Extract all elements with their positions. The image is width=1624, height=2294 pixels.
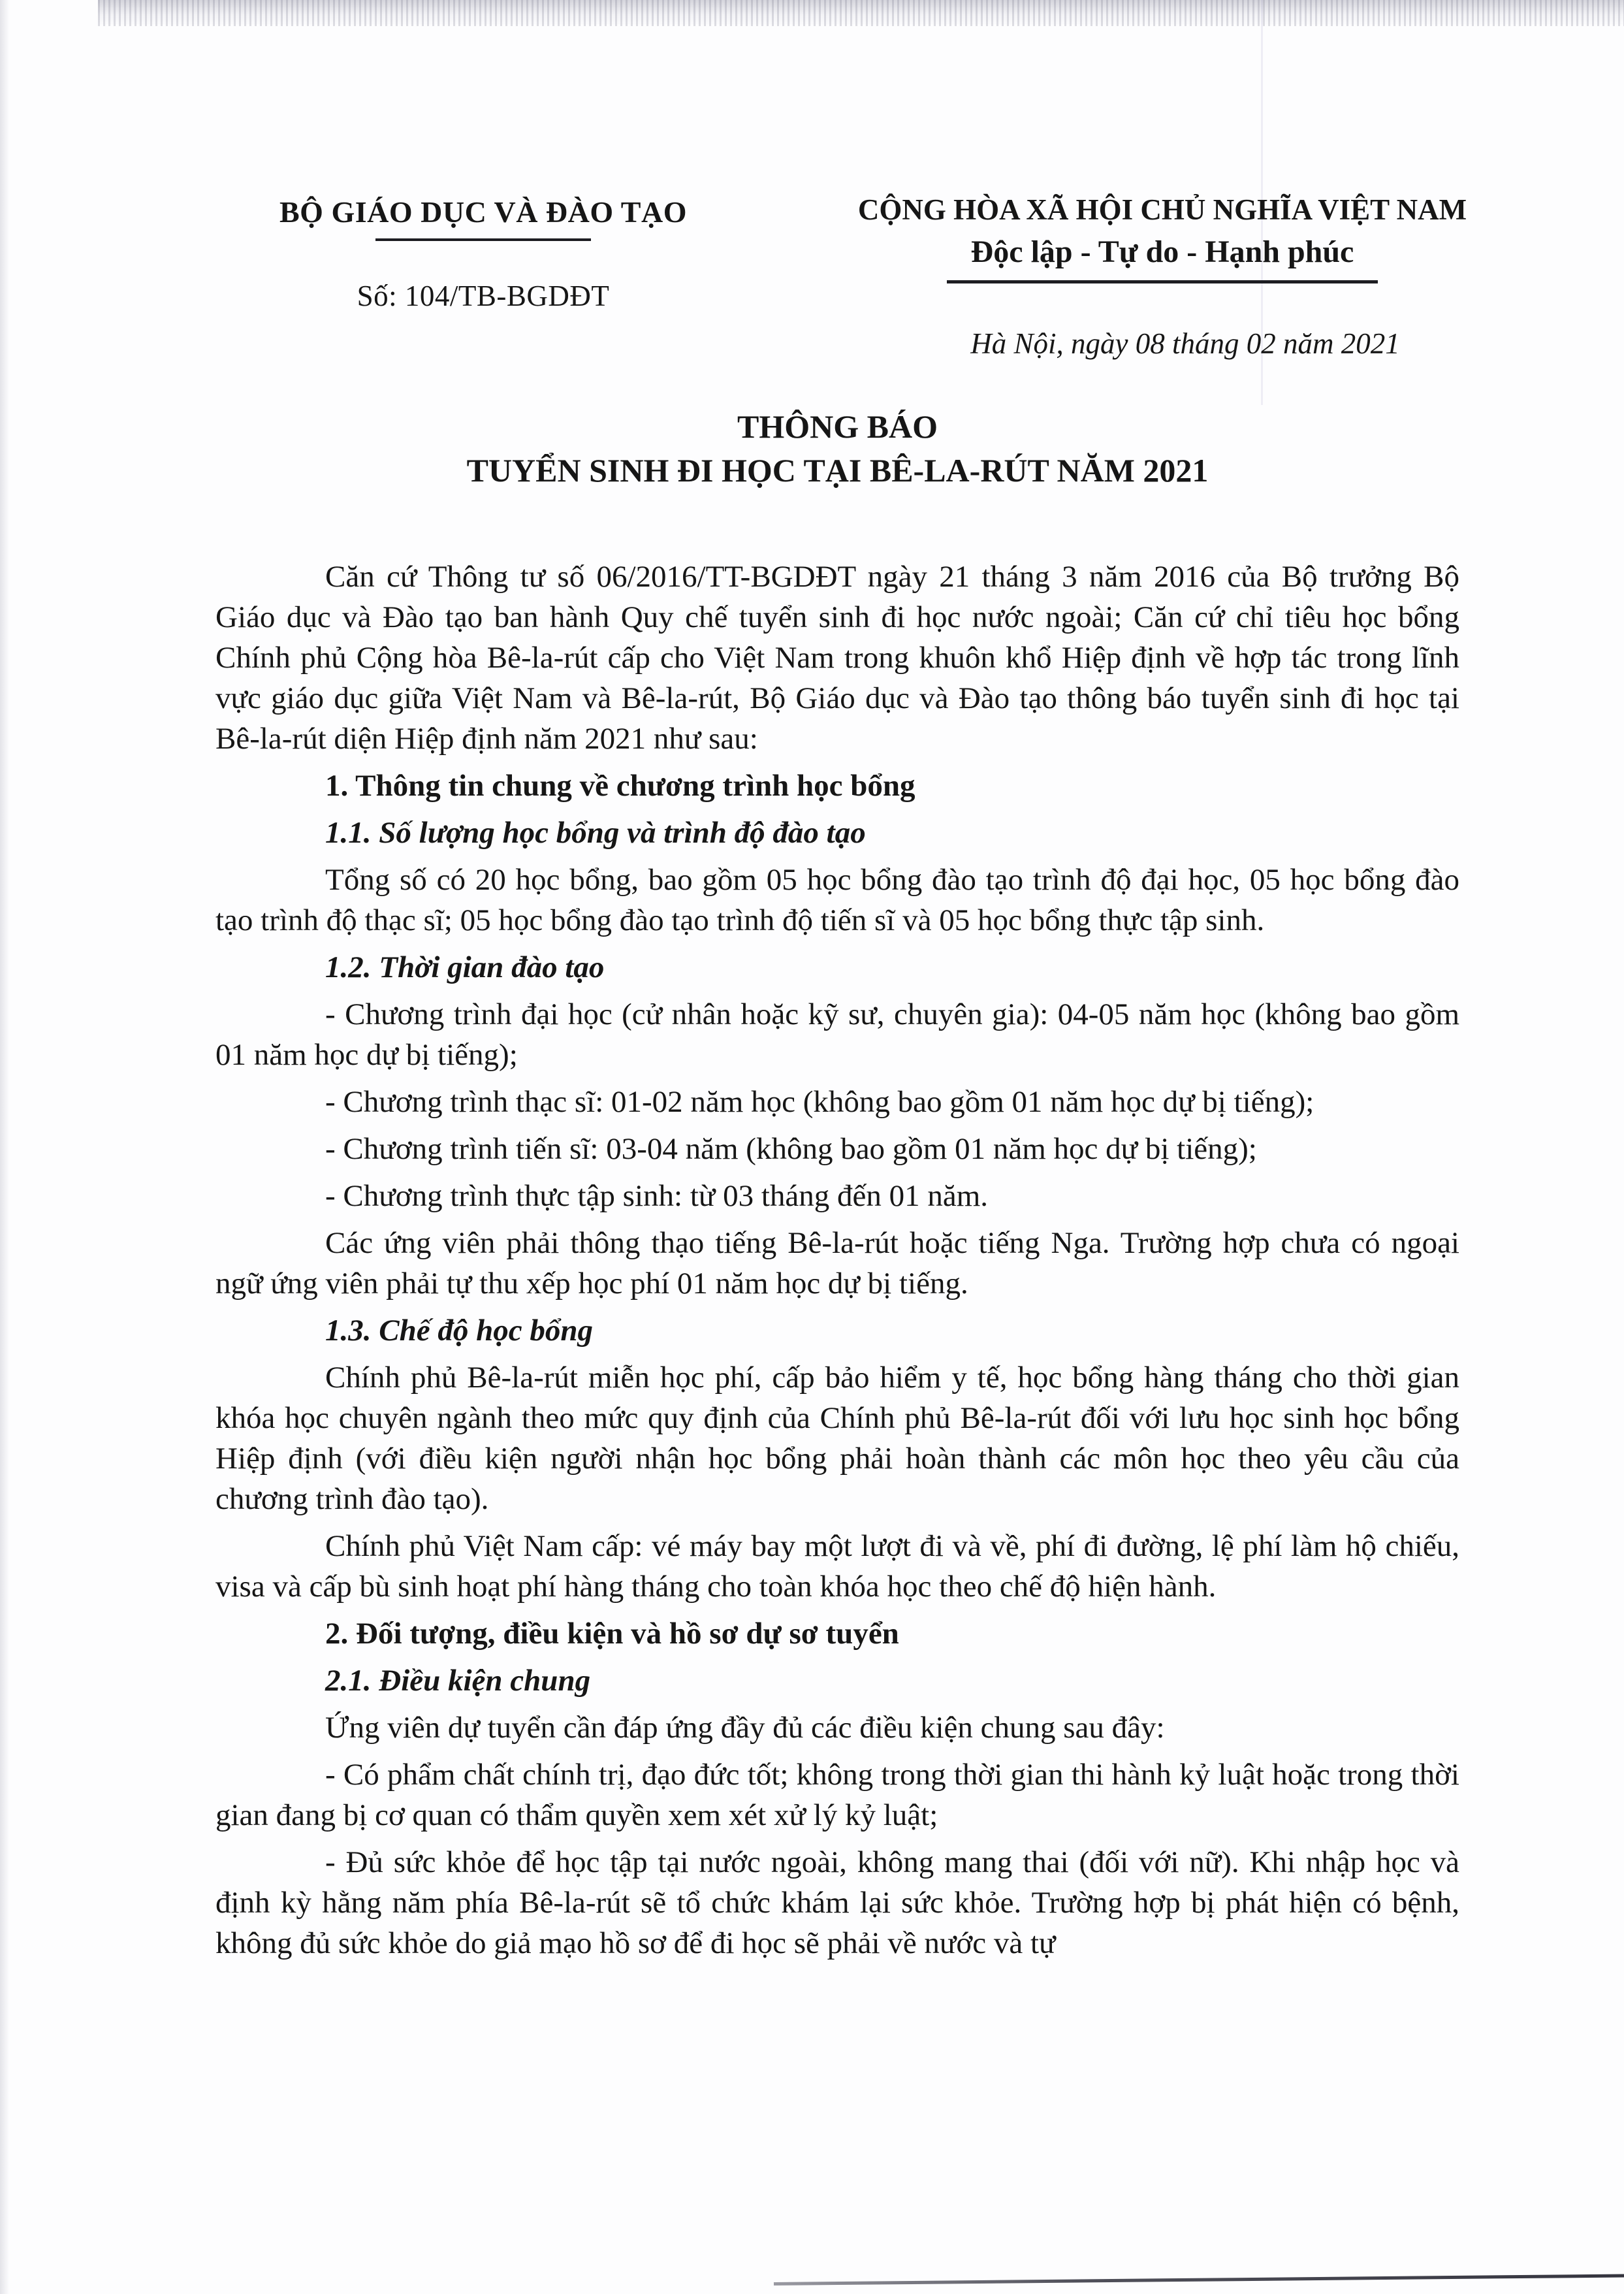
paragraph-general-conditions: Ứng viên dự tuyển cần đáp ứng đầy đủ các điều kiện chung sau đây:	[325, 1711, 1165, 1745]
paragraph-vietnam-benefits: Chính phủ Việt Nam cấp: vé máy bay một lượt đi và về, phí đi đường, lệ phí làm hộ chiếu, visa và cấp bù sinh hoạt phí hàng tháng cho toàn khóa học theo chế độ hiện hành.	[215, 1529, 1459, 1604]
document-title-block	[215, 409, 1459, 489]
subsection-1-2-heading: 1.2. Thời gian đào tạo	[325, 950, 605, 984]
agency-name: BỘ GIÁO DỤC VÀ ĐÀO TẠO	[279, 195, 687, 229]
bullet-internship-program: - Chương trình thực tập sinh: từ 03 tháng đến 01 năm.	[325, 1179, 989, 1213]
subsection-1-3-heading: 1.3. Chế độ học bổng	[325, 1314, 593, 1348]
scanner-noise-band	[98, 0, 1624, 26]
section-2-heading: 2. Đối tượng, điều kiện và hồ sơ dự sơ tuyển	[325, 1617, 899, 1651]
paragraph-scholarship-count: Tổng số có 20 học bổng, bao gồm 05 học bổng đào tạo trình độ đại học, 05 học bổng đào tạo trình độ thạc sĩ; 05 học bổng đào tạo trình độ tiến sĩ và 05 học bổng thực tập sinh.	[215, 863, 1459, 937]
subsection-2-1-heading: 2.1. Điều kiện chung	[325, 1664, 591, 1698]
document-subtitle: TUYỂN SINH ĐI HỌC TẠI BÊ-LA-RÚT NĂM 2021	[466, 452, 1209, 489]
bullet-university-program: - Chương trình đại học (cử nhân hoặc kỹ sư, chuyên gia): 04-05 năm học (không bao gồm 01 năm học dự bị tiếng);	[215, 997, 1459, 1072]
paragraph-language-requirement: Các ứng viên phải thông thạo tiếng Bê-la-rút hoặc tiếng Nga. Trường hợp chưa có ngoại ngữ ứng viên phải tự thu xếp học phí 01 năm học dự bị tiếng.	[215, 1226, 1459, 1300]
paragraph-legal-basis: Căn cứ Thông tư số 06/2016/TT-BGDĐT ngày 21 tháng 3 năm 2016 của Bộ trưởng Bộ Giáo dục và Đào tạo ban hành Quy chế tuyển sinh đi học nước ngoài; Căn cứ chỉ tiêu học bổng Chính phủ Cộng hòa Bê-la-rút cấp cho Việt Nam trong khuôn khổ Hiệp định về hợp tác trong lĩnh vực giáo dục giữa Việt Nam và Bê-la-rút, Bộ Giáo dục và Đào tạo thông báo tuyển sinh đi học tại Bê-la-rút diện Hiệp định năm 2021 như sau:	[215, 560, 1459, 756]
agency-underline	[375, 238, 591, 241]
header-left-column	[251, 196, 715, 313]
document-body	[215, 557, 1459, 1970]
page-bottom-edge-line	[774, 2274, 1624, 2286]
bullet-doctoral-program: - Chương trình tiến sĩ: 03-04 năm (không bao gồm 01 năm học dự bị tiếng);	[325, 1132, 1257, 1166]
document-number: Số: 104/TB-BGDĐT	[357, 279, 610, 312]
national-name-line: CỘNG HÒA XÃ HỘI CHỦ NGHĨA VIỆT NAM	[857, 193, 1467, 226]
national-motto-line: Độc lập - Tự do - Hạnh phúc	[970, 234, 1354, 269]
paragraph-belarus-benefits: Chính phủ Bê-la-rút miễn học phí, cấp bảo hiểm y tế, học bổng hàng tháng cho thời gian khóa học chuyên ngành theo mức quy định của Chính phủ Bê-la-rút đối với lưu học sinh học bổng Hiệp định (với điều kiện người nhận học bổng phải hoàn thành các môn học theo yêu cầu của chương trình đào tạo).	[215, 1361, 1459, 1516]
subsection-1-1-heading: 1.1. Số lượng học bổng và trình độ đào tạo	[325, 816, 866, 850]
header-right-column	[800, 193, 1525, 361]
scan-left-edge-shadow	[0, 0, 9, 2294]
section-1-heading: 1. Thông tin chung về chương trình học bổng	[325, 769, 915, 803]
bullet-political-quality: - Có phẩm chất chính trị, đạo đức tốt; không trong thời gian thi hành kỷ luật hoặc trong thời gian đang bị cơ quan có thẩm quyền xem xét xử lý kỷ luật;	[215, 1758, 1459, 1832]
motto-underline	[947, 280, 1378, 283]
place-and-date: Hà Nội, ngày 08 tháng 02 năm 2021	[970, 327, 1400, 360]
bullet-health-requirement: - Đủ sức khỏe để học tập tại nước ngoài, không mang thai (đối với nữ). Khi nhập học và định kỳ hằng năm phía Bê-la-rút sẽ tổ chức khám lại sức khỏe. Trường hợp bị phát hiện có bệnh, không đủ sức khỏe do giả mạo hồ sơ để đi học sẽ phải về nước và tự	[215, 1845, 1459, 1960]
bullet-master-program: - Chương trình thạc sĩ: 01-02 năm học (không bao gồm 01 năm học dự bị tiếng);	[325, 1085, 1314, 1119]
document-title: THÔNG BÁO	[737, 408, 938, 445]
